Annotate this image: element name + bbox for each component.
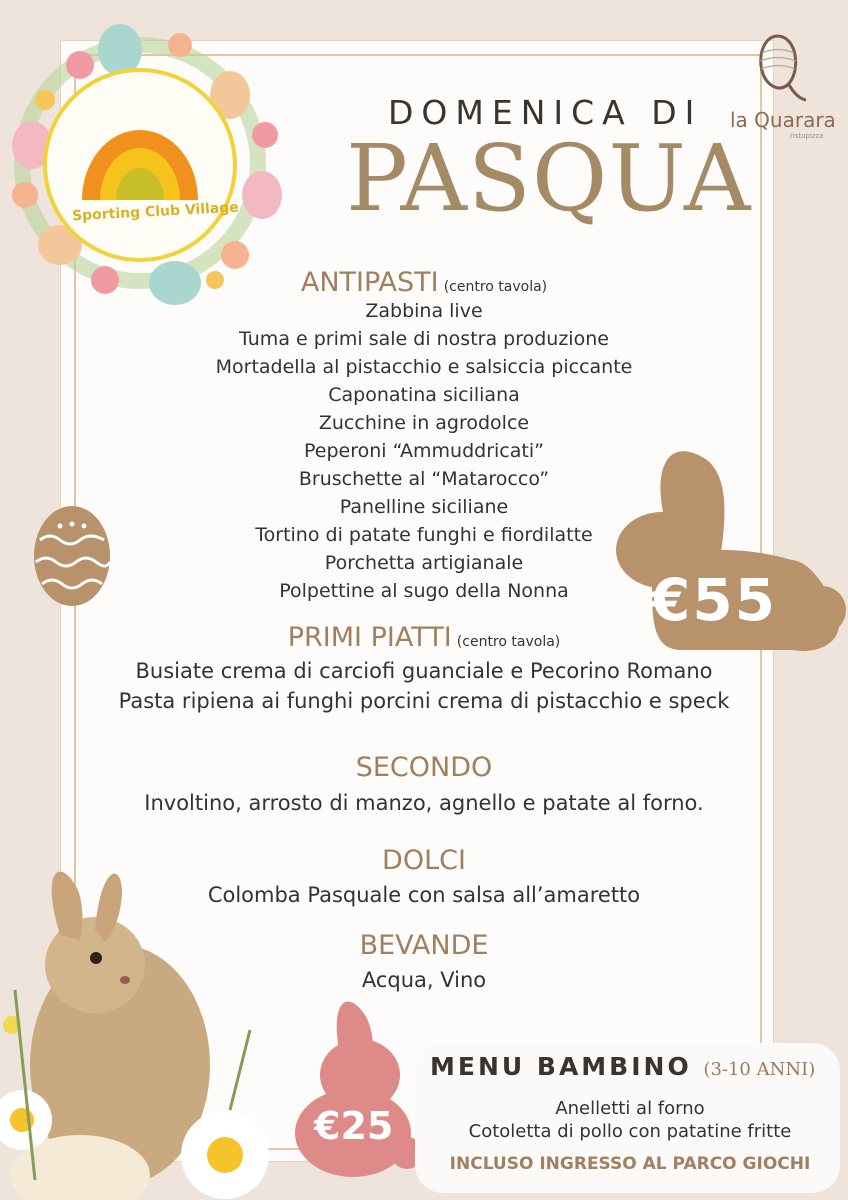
bambino-included: INCLUSO INGRESSO AL PARCO GIOCHI — [449, 1154, 811, 1174]
antipasti-list — [0, 297, 848, 605]
menu-item: Pasta ripiena ai funghi porcini crema di pistacchio e speck — [118, 689, 730, 713]
bambino-title-line — [430, 1052, 815, 1081]
pink-bunny-badge — [285, 985, 435, 1185]
menu-item: Tortino di patate funghi e fiordilatte — [255, 524, 593, 546]
bambino-title: MENU BAMBINO — [430, 1052, 692, 1081]
bunny-illustration — [0, 850, 330, 1200]
menu-item: Zabbina live — [365, 300, 483, 322]
menu-item: Porchetta artigianale — [324, 552, 524, 574]
menu-item: Busiate crema di carciofi guanciale e Pecorino Romano — [135, 659, 713, 683]
section-secondo-title: SECONDO — [355, 752, 493, 783]
quarara-logo-sub: ristopizza — [790, 132, 824, 140]
menu-item: Acqua, Vino — [361, 968, 487, 992]
menu-item: Peperoni “Ammuddricati” — [304, 440, 544, 462]
section-primi-title: PRIMI PIATTI — [287, 622, 452, 653]
section-antipasti-title: ANTIPASTI — [300, 267, 439, 298]
bambino-ages: (3-10 ANNI) — [703, 1059, 816, 1080]
bambino-item: Anelletti al forno — [555, 1098, 705, 1119]
menu-item: Involtino, arrosto di manzo, agnello e patate al forno. — [144, 791, 704, 815]
section-antipasti-header — [0, 267, 848, 298]
daffodil-icon — [181, 1111, 269, 1199]
bambino-price: €25 — [314, 1104, 394, 1148]
section-dolci-title: DOLCI — [382, 845, 466, 876]
menu-item: Caponatina siciliana — [328, 384, 520, 406]
section-primi-note: (centro tavola) — [456, 634, 561, 650]
sporting-club-text: Sporting Club Village — [71, 199, 240, 225]
menu-item: Zucchine in agrodolce — [318, 412, 530, 434]
section-bevande-title: BEVANDE — [359, 930, 489, 961]
menu-item: Polpettine al sugo della Nonna — [279, 580, 569, 602]
header-line1: DOMENICA DI — [388, 93, 703, 132]
primi-list — [0, 656, 848, 716]
section-primi-header — [0, 622, 848, 653]
menu-item: Panelline siciliane — [339, 496, 509, 518]
menu-item: Tuma e primi sale di nostra produzione — [239, 328, 609, 350]
menu-item: Bruschette al “Matarocco” — [298, 468, 550, 490]
section-antipasti-note: (centro tavola) — [443, 279, 548, 295]
header-title: PASQUA — [346, 125, 752, 232]
menu-item: Mortadella al pistacchio e salsiccia piccante — [215, 356, 633, 378]
menu-item: Colomba Pasquale con salsa all’amaretto — [207, 883, 641, 907]
q-logo-icon — [748, 28, 808, 108]
bambino-item: Cotoletta di pollo con patatine fritte — [468, 1121, 792, 1142]
main-price: €55 — [650, 566, 778, 634]
quarara-logo-text: la Quarara — [730, 108, 836, 132]
